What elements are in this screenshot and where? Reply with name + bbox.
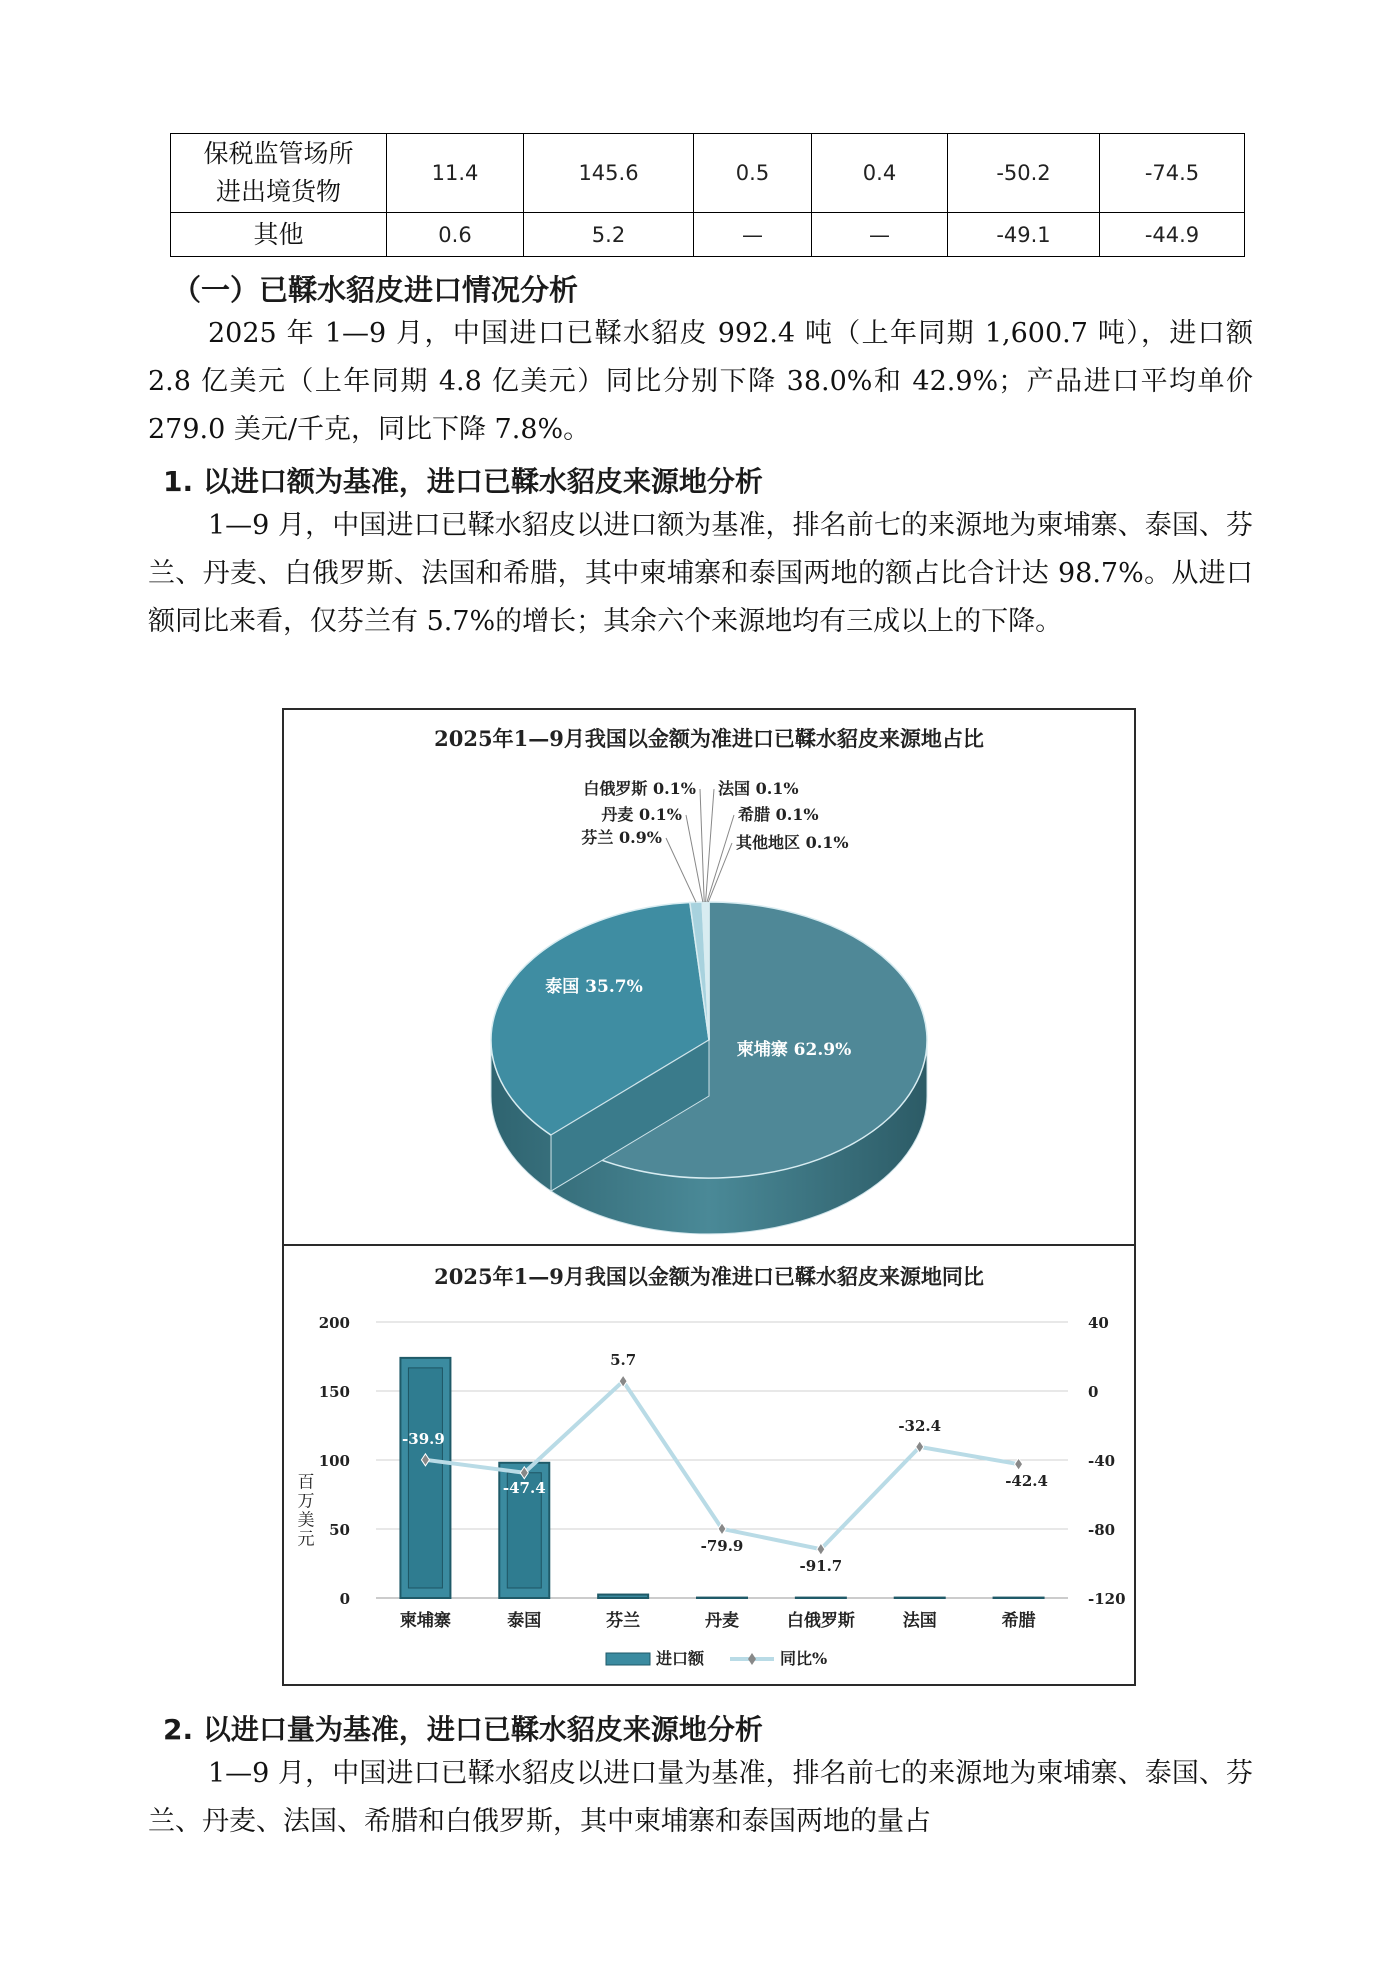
x-tick-label: 法国: [902, 1611, 937, 1631]
y-tick-label: 100: [318, 1452, 350, 1470]
table-row: [171, 213, 1245, 257]
combo-chart: [284, 1246, 1134, 1684]
y-axis-label: 百万美元: [297, 1472, 315, 1550]
yoy-label: 5.7: [610, 1351, 637, 1370]
table-cell: -44.9: [1100, 213, 1245, 257]
pie-leader-line: [708, 843, 732, 902]
y2-tick-label: -80: [1088, 1521, 1116, 1539]
pie-leader-line: [700, 789, 704, 902]
table-cell: -74.5: [1100, 134, 1245, 213]
x-tick-label: 希腊: [1001, 1611, 1036, 1631]
table-cell: 0.5: [694, 134, 812, 213]
pie-title: 2025年1—9月我国以金额为准进口已鞣水貂皮来源地占比: [434, 726, 984, 751]
x-tick-label: 柬埔寨: [399, 1611, 451, 1631]
table-cell: -50.2: [948, 134, 1100, 213]
pie-label-small: 法国 0.1%: [718, 779, 799, 798]
pie-label-small: 丹麦 0.1%: [601, 805, 682, 824]
legend-label-bar: 进口额: [656, 1649, 705, 1668]
combo-title: 2025年1—9月我国以金额为准进口已鞣水貂皮来源地同比: [434, 1264, 984, 1289]
table-cell: 0.6: [387, 213, 524, 257]
subsection-heading: 2. 以进口量为基准，进口已鞣水貂皮来源地分析: [163, 1713, 763, 1746]
row-label-line2: 进出境货物: [215, 177, 341, 206]
y-tick-label: 50: [329, 1521, 350, 1539]
table-cell: 145.6: [524, 134, 694, 213]
pie-leader-line: [666, 838, 696, 902]
legend-marker: [748, 1653, 756, 1665]
x-tick-label: 白俄罗斯: [786, 1611, 855, 1631]
x-tick-label: 丹麦: [705, 1611, 739, 1631]
y2-tick-label: 40: [1088, 1314, 1109, 1332]
yoy-label: -42.4: [1005, 1472, 1048, 1491]
y-tick-label: 200: [318, 1314, 350, 1332]
row-label: [171, 134, 387, 213]
table-cell: -49.1: [948, 213, 1100, 257]
yoy-label: -47.4: [502, 1478, 546, 1497]
pie-leader-line: [686, 815, 703, 902]
yoy-label: -79.9: [700, 1536, 744, 1555]
subsection-paragraph: 1—9 月，中国进口已鞣水貂皮以进口额为基准，排名前七的来源地为柬埔寨、泰国、芬兰、丹麦、白俄罗斯、法国和希腊，其中柬埔寨和泰国两地的额占比合计达 98.7%。从进口额同比来看，仅芬兰有 5.7%的增长；其余六个来源地均有三成以上的下降。: [148, 510, 1253, 637]
subsection-heading: 1. 以进口额为基准，进口已鞣水貂皮来源地分析: [163, 465, 763, 498]
pie-label-small: 希腊 0.1%: [738, 805, 819, 824]
section-heading: （一）已鞣水貂皮进口情况分析: [172, 273, 579, 307]
pie-label-small: 其他地区 0.1%: [736, 833, 849, 852]
table-cell: 0.4: [812, 134, 948, 213]
yoy-label: -91.7: [799, 1557, 843, 1576]
yoy-label: -32.4: [898, 1416, 942, 1435]
table-cell: —: [694, 213, 812, 257]
legend-swatch-bar: [606, 1653, 650, 1665]
data-table: [170, 133, 1245, 257]
x-tick-label: 泰国: [507, 1611, 542, 1631]
bar-bevel: [408, 1368, 442, 1588]
pie-label-cambodia: 柬埔寨 62.9%: [736, 1040, 852, 1060]
pie-chart-box: [282, 708, 1136, 1246]
pie-label-small: 芬兰 0.9%: [581, 828, 662, 847]
row-label-line1: 保税监管场所: [203, 139, 354, 168]
combo-chart-box: [282, 1244, 1136, 1686]
y2-tick-label: -40: [1088, 1452, 1116, 1470]
table-row: [171, 134, 1245, 213]
table-cell: 5.2: [524, 213, 694, 257]
pie-chart: [284, 710, 1134, 1244]
y-tick-label: 0: [339, 1590, 350, 1608]
yoy-label: -39.9: [402, 1429, 445, 1448]
legend-label-line: 同比%: [780, 1649, 828, 1668]
row-label: 其他: [171, 213, 387, 257]
table-cell: —: [812, 213, 948, 257]
subsection-paragraph: 1—9 月，中国进口已鞣水貂皮以进口量为基准，排名前七的来源地为柬埔寨、泰国、芬兰、丹麦、法国、希腊和白俄罗斯，其中柬埔寨和泰国两地的量占: [148, 1758, 1253, 1837]
pie-label-small: 白俄罗斯 0.1%: [583, 779, 696, 798]
y2-tick-label: -120: [1088, 1590, 1126, 1608]
x-tick-label: 芬兰: [606, 1611, 641, 1631]
y-tick-label: 150: [318, 1383, 350, 1401]
pie-label-thailand: 泰国 35.7%: [545, 977, 643, 997]
section-paragraph: 2025 年 1—9 月，中国进口已鞣水貂皮 992.4 吨（上年同期 1,600.7 吨），进口额 2.8 亿美元（上年同期 4.8 亿美元）同比分别下降 38.0%和 42.9%；产品进口平均单价 279.0 美元/千克，同比下降 7.8%。: [148, 318, 1253, 445]
y2-tick-label: 0: [1088, 1383, 1099, 1401]
table-cell: 11.4: [387, 134, 524, 213]
